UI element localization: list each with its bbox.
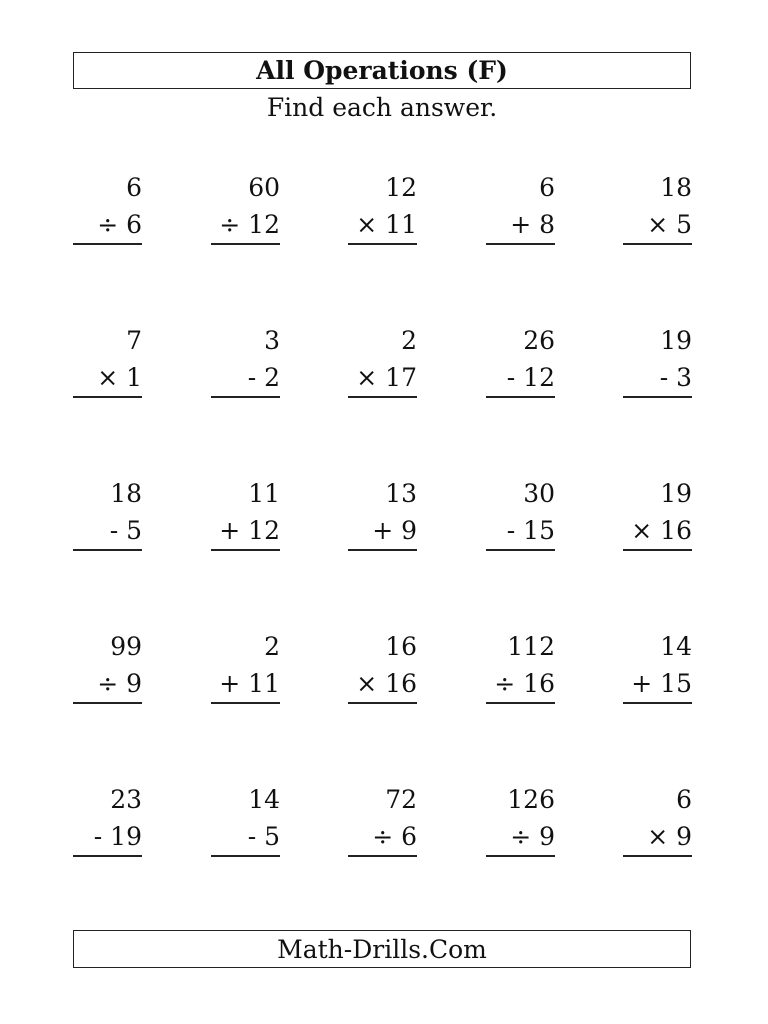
problem-top-number: 12 <box>385 173 417 202</box>
worksheet-instructions: Find each answer. <box>266 93 498 122</box>
problem-operator-and-bottom-number: + 11 <box>211 666 280 704</box>
problem-top-number: 18 <box>110 479 142 508</box>
problem-top-number: 26 <box>523 326 555 355</box>
problem-operator-and-bottom-number: - 15 <box>486 513 555 551</box>
problem-operator-and-bottom-number: - 5 <box>211 819 280 857</box>
problem-3-1 <box>73 474 142 554</box>
problem-1-1 <box>73 168 142 248</box>
footer-site-name: Math-Drills.Com <box>277 934 487 964</box>
problem-top-number: 14 <box>660 632 692 661</box>
problem-operator-and-bottom-number: × 5 <box>623 207 692 245</box>
problem-top-number: 2 <box>401 326 417 355</box>
problem-operator-and-bottom-number: ÷ 9 <box>73 666 142 704</box>
problem-operator-and-bottom-number: - 12 <box>486 360 555 398</box>
problem-operator-and-bottom-number: - 2 <box>211 360 280 398</box>
problem-operator-and-bottom-number: ÷ 6 <box>73 207 142 245</box>
problem-1-4 <box>486 168 555 248</box>
problem-operator-and-bottom-number: - 19 <box>73 819 142 857</box>
problem-2-2 <box>211 321 280 401</box>
problem-top-number: 7 <box>126 326 142 355</box>
worksheet-title: All Operations (F) <box>256 56 508 85</box>
problem-3-4 <box>486 474 555 554</box>
problem-4-2 <box>211 627 280 707</box>
problem-2-4 <box>486 321 555 401</box>
problem-top-number: 99 <box>110 632 142 661</box>
problem-operator-and-bottom-number: + 9 <box>348 513 417 551</box>
problem-1-5 <box>623 168 692 248</box>
problem-operator-and-bottom-number: + 15 <box>623 666 692 704</box>
footer-box <box>73 930 691 968</box>
problem-operator-and-bottom-number: × 16 <box>623 513 692 551</box>
problem-top-number: 60 <box>248 173 280 202</box>
problem-5-5 <box>623 780 692 860</box>
problem-2-5 <box>623 321 692 401</box>
problem-top-number: 72 <box>385 785 417 814</box>
problem-5-4 <box>486 780 555 860</box>
problem-operator-and-bottom-number: ÷ 16 <box>486 666 555 704</box>
problem-operator-and-bottom-number: × 11 <box>348 207 417 245</box>
problem-top-number: 18 <box>660 173 692 202</box>
problem-top-number: 2 <box>264 632 280 661</box>
problem-operator-and-bottom-number: - 5 <box>73 513 142 551</box>
problem-5-1 <box>73 780 142 860</box>
problem-top-number: 19 <box>660 479 692 508</box>
problem-top-number: 30 <box>523 479 555 508</box>
problem-1-2 <box>211 168 280 248</box>
problem-operator-and-bottom-number: ÷ 6 <box>348 819 417 857</box>
problem-top-number: 13 <box>385 479 417 508</box>
problem-3-3 <box>348 474 417 554</box>
problem-top-number: 23 <box>110 785 142 814</box>
problem-operator-and-bottom-number: × 17 <box>348 360 417 398</box>
problem-4-1 <box>73 627 142 707</box>
problem-1-3 <box>348 168 417 248</box>
problem-operator-and-bottom-number: - 3 <box>623 360 692 398</box>
problem-top-number: 112 <box>507 632 555 661</box>
problem-top-number: 6 <box>539 173 555 202</box>
problem-operator-and-bottom-number: + 8 <box>486 207 555 245</box>
problem-top-number: 6 <box>676 785 692 814</box>
problem-operator-and-bottom-number: + 12 <box>211 513 280 551</box>
problem-top-number: 3 <box>264 326 280 355</box>
problem-operator-and-bottom-number: × 16 <box>348 666 417 704</box>
problem-top-number: 16 <box>385 632 417 661</box>
problem-operator-and-bottom-number: ÷ 12 <box>211 207 280 245</box>
problem-5-2 <box>211 780 280 860</box>
problem-top-number: 126 <box>507 785 555 814</box>
problem-top-number: 19 <box>660 326 692 355</box>
problem-4-5 <box>623 627 692 707</box>
problem-5-3 <box>348 780 417 860</box>
problem-4-3 <box>348 627 417 707</box>
problem-operator-and-bottom-number: × 9 <box>623 819 692 857</box>
problem-3-2 <box>211 474 280 554</box>
problem-operator-and-bottom-number: ÷ 9 <box>486 819 555 857</box>
problem-4-4 <box>486 627 555 707</box>
problem-3-5 <box>623 474 692 554</box>
problem-2-1 <box>73 321 142 401</box>
problem-top-number: 6 <box>126 173 142 202</box>
problem-top-number: 14 <box>248 785 280 814</box>
problem-top-number: 11 <box>248 479 280 508</box>
problem-operator-and-bottom-number: × 1 <box>73 360 142 398</box>
problem-2-3 <box>348 321 417 401</box>
